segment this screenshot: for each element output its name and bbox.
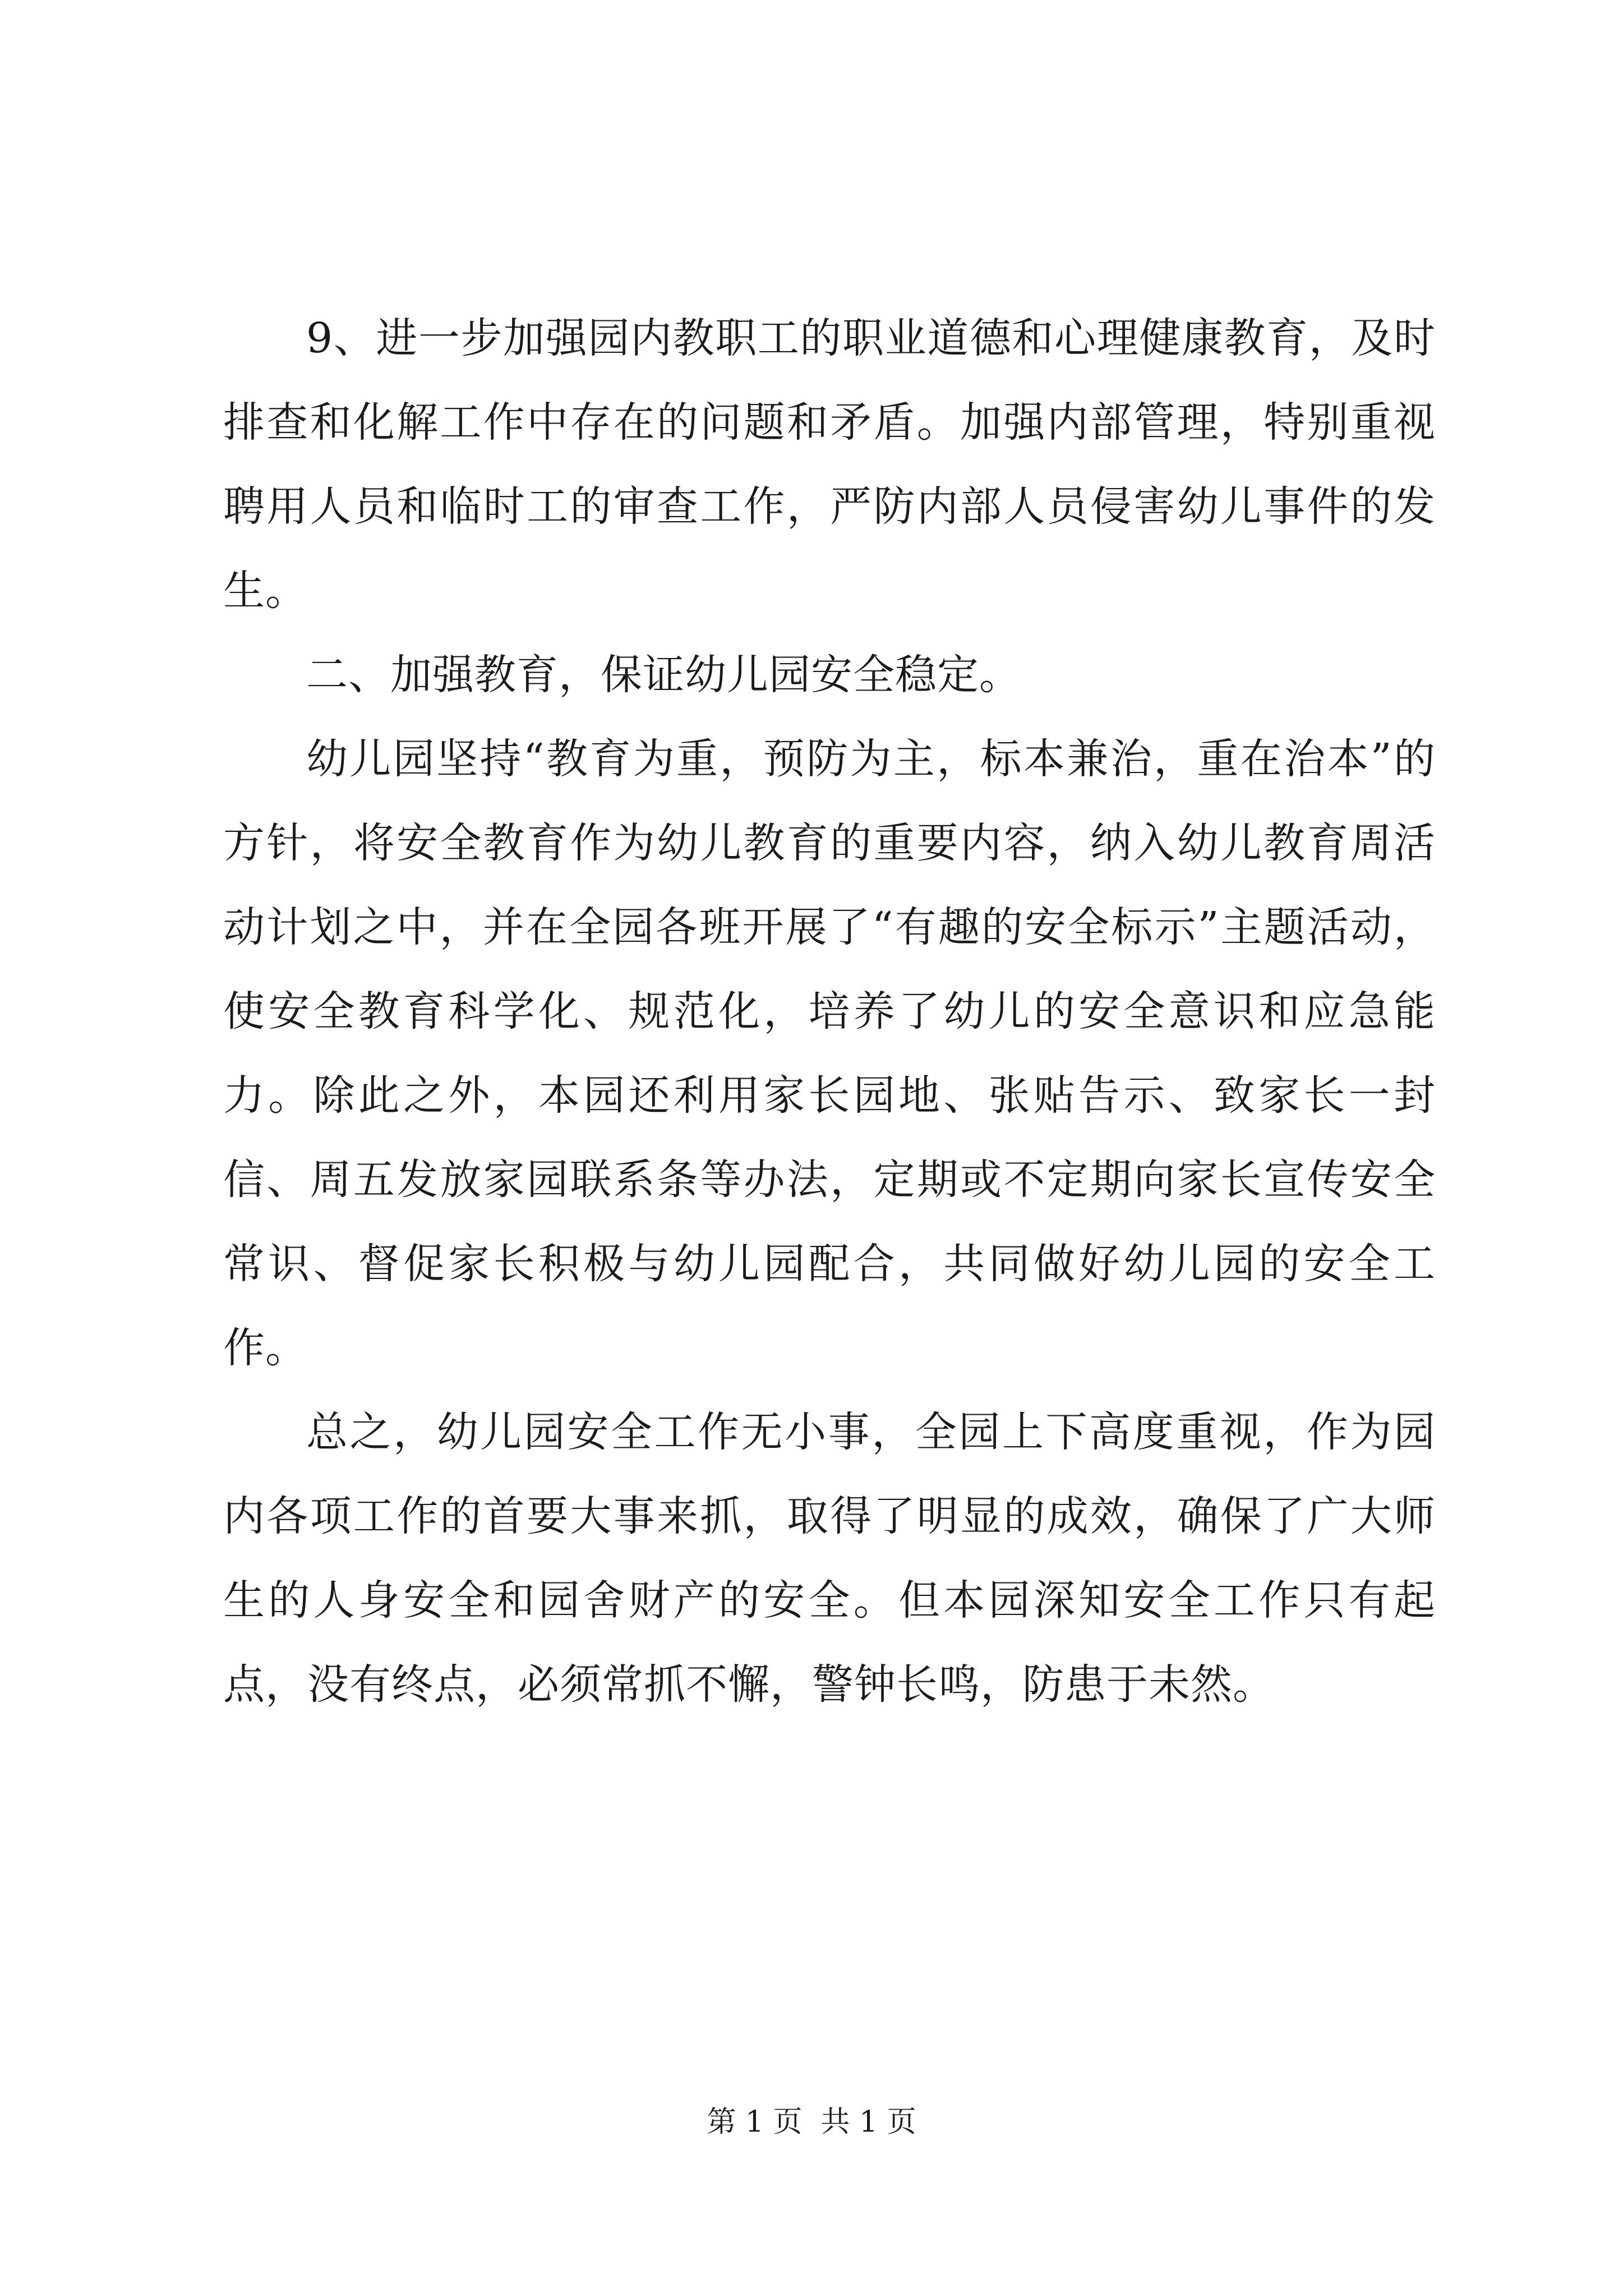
paragraph-safety-education: 幼儿园坚持“教育为重，预防为主，标本兼治，重在治本”的方针，将安全教育作为幼儿教育的重要内容，纳入幼儿教育周活动计划之中，并在全园各班开展了“有趣的安全标示”主题活动，使安全教育科学化、规范化，培养了幼儿的安全意识和应急能力。除此之外，本园还利用家长园地、张贴告示、致家长一封信、周五发放家园联系条等办法，定期或不定期向家长宣传安全常识、督促家长积极与幼儿园配合，共同做好幼儿园的安全工作。 — [223, 735, 1436, 1372]
page-footer — [0, 2102, 1623, 2142]
section-heading: 二、加强教育，保证幼儿园安全稳定。 — [306, 651, 1021, 699]
page-number-label: 第 1 页 共 1 页 — [707, 2105, 916, 2139]
paragraph-conclusion: 总之，幼儿园安全工作无小事，全园上下高度重视，作为园内各项工作的首要大事来抓，取得了明显的成效，确保了广大师生的人身安全和园舍财产的安全。但本园深知安全工作只有起点，没有终点，必须常抓不懈，警钟长鸣，防患于未然。 — [223, 1408, 1436, 1709]
document-body — [223, 296, 1436, 1727]
paragraph-item-9: 9、进一步加强园内教职工的职业道德和心理健康教育，及时排查和化解工作中存在的问题和矛盾。加强内部管理，特别重视聘用人员和临时工的审查工作，严防内部人员侵害幼儿事件的发生。 — [223, 314, 1436, 615]
